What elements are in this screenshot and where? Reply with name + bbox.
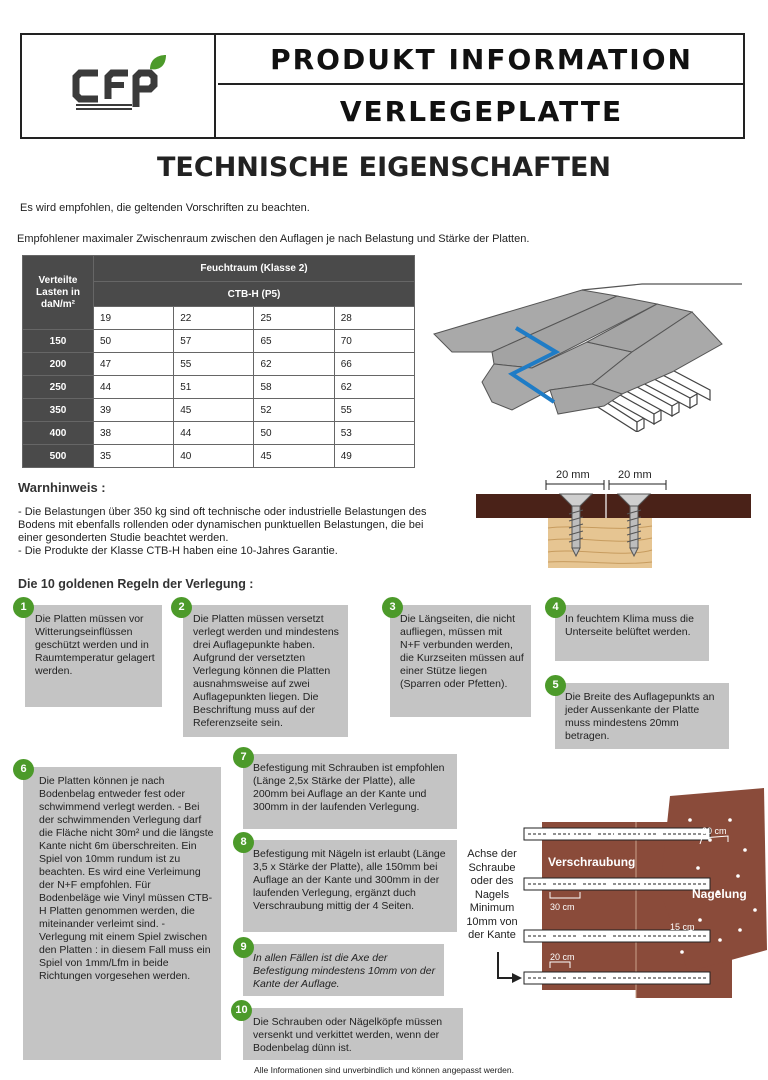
rule-5-box [555,683,729,749]
page-header [20,33,745,139]
rule-3-box [390,605,531,717]
table-load-cell: 400 [23,422,94,445]
rule-5-badge: 5 [545,675,566,696]
table-value-cell: 55 [334,399,414,422]
dim-left-label: 20 mm [556,469,590,481]
load-span-table [22,255,415,468]
rule-4-box [555,605,709,661]
table-thickness-header: 19 [94,307,174,330]
rule-8-badge: 8 [233,832,254,853]
rule-7-box [243,754,457,829]
header-title: PRODUKT INFORMATION [218,35,745,85]
table-row [23,445,415,468]
warning-item-2: - Die Produkte der Klasse CTB-H haben eine 10-Jahres Garantie. [18,545,338,557]
rule-9-box [243,944,444,996]
dim-right-label: 20 mm [618,469,652,481]
rule-3-text: Die Längseiten, die nicht aufliegen, müssen mit N+F verbunden werden, die Kurzseiten müssen auf einer Stütze liegen (Sparren oder Pfetten). [400,613,524,690]
table-value-cell: 39 [94,399,174,422]
screw-label: Verschraubung [548,855,636,869]
table-value-cell: 70 [334,330,414,353]
dim-30cm-b: 30 cm [550,902,575,912]
table-row [23,399,415,422]
dim-30cm-a: 30 cm [702,826,727,836]
rules-title: Die 10 goldenen Regeln der Verlegung : [18,577,254,591]
fastening-axis-label: Achse der Schraube oder des Nagels Minimum 10mm von der Kante [466,848,518,941]
table-value-cell: 66 [334,353,414,376]
table-value-cell: 52 [254,399,334,422]
table-value-cell: 62 [334,376,414,399]
floor-installation-diagram [432,282,742,432]
rule-10-box [243,1008,463,1060]
dim-20cm: 20 cm [550,952,575,962]
table-value-cell: 47 [94,353,174,376]
table-value-cell: 53 [334,422,414,445]
warning-text [18,506,438,558]
rule-2-text: Die Platten müssen versetzt verlegt werden und mindestens drei Auflagepunkte haben. Aufgrund der versetzten Verlegung können die Platten ausnahmsweise auf zwei Auflagepunkten liegen. Die Beschriftung muss auf der Referenzseite sein. [193,613,339,729]
table-group-header: Feuchtraum (Klasse 2) [94,256,415,282]
table-corner-label: Verteilte Lasten in daN/m² [23,256,94,330]
rule-5-text: Die Breite des Auflagepunkts an jeder Aussenkante der Platte muss mindestens 20mm betragen. [565,691,715,742]
table-load-cell: 250 [23,376,94,399]
fastening-diagram [470,780,768,1005]
rule-2-box [183,605,348,737]
dim-15cm: 15 cm [670,922,695,932]
header-subtitle: VERLEGEPLATTE [339,94,624,128]
logo-cell [22,35,216,137]
rule-9-badge: 9 [233,937,254,958]
rule-4-text: In feuchtem Klima muss die Unterseite belüftet werden. [565,613,694,638]
page-title: TECHNISCHE EIGENSCHAFTEN [157,152,611,183]
warning-item-1: - Die Belastungen über 350 kg sind oft technische oder industrielle Belastungen des Bodens mit ebenfalls rollenden oder dynamischen punktuellen Belastungen, die bei einer gesonderten Studie beachtet werden. [18,506,427,544]
nail-label: Nagelung [692,887,747,901]
table-value-cell: 58 [254,376,334,399]
table-load-cell: 200 [23,353,94,376]
table-row [23,422,415,445]
rule-4-badge: 4 [545,597,566,618]
table-value-cell: 57 [174,330,254,353]
rule-6-badge: 6 [13,759,34,780]
rule-10-badge: 10 [231,1000,252,1021]
table-value-cell: 50 [254,422,334,445]
table-load-cell: 350 [23,399,94,422]
table-value-cell: 40 [174,445,254,468]
table-value-cell: 50 [94,330,174,353]
rule-8-box [243,840,457,932]
intro-line-1: Es wird empfohlen, die geltenden Vorschriften zu beachten. [20,202,310,214]
rule-1-box [25,605,162,707]
table-value-cell: 45 [174,399,254,422]
rule-6-box [23,767,221,1060]
rule-3-badge: 3 [382,597,403,618]
table-value-cell: 38 [94,422,174,445]
table-value-cell: 49 [334,445,414,468]
table-load-cell: 150 [23,330,94,353]
rule-7-badge: 7 [233,747,254,768]
table-value-cell: 35 [94,445,174,468]
rule-1-text: Die Platten müssen vor Witterungseinflüssen geschützt werden und in Raumtemperatur gelagert werden. [35,613,155,677]
table-value-cell: 45 [254,445,334,468]
rule-8-text: Befestigung mit Nägeln ist erlaubt (Länge 3,5 x Stärke der Platte), alle 150mm bei Auflage an der Kante und 300mm in der laufenden Verlegung, ergänzt duch Verschraubung mittig der 4 Seiten. [253,848,446,912]
company-logo [22,35,216,137]
intro-line-2: Empfohlener maximaler Zwischenraum zwischen den Auflagen je nach Belastung und Stärke der Platten. [17,233,530,245]
table-value-cell: 55 [174,353,254,376]
table-value-cell: 51 [174,376,254,399]
table-thickness-header: 28 [334,307,414,330]
table-value-cell: 44 [174,422,254,445]
rule-1-badge: 1 [13,597,34,618]
table-thickness-header: 22 [174,307,254,330]
rule-7-text: Befestigung mit Schrauben ist empfohlen (Länge 2,5x Stärke der Platte), alle 200mm bei Auflage an der Kante und 300mm in der laufenden Verlegung. [253,762,445,813]
rule-9-text: In allen Fällen ist die Axe der Befestigung mindestens 10mm von der Kante der Auflage. [253,952,436,990]
table-load-cell: 500 [23,445,94,468]
screw-detail-diagram [476,466,751,576]
rule-2-badge: 2 [171,597,192,618]
warning-title: Warnhinweis : [18,480,106,495]
table-row [23,330,415,353]
rule-10-text: Die Schrauben oder Nägelköpfe müssen versenkt und verkittet werden, wenn der Bodenbelag dünn ist. [253,1016,443,1054]
table-thickness-header: 25 [254,307,334,330]
table-value-cell: 44 [94,376,174,399]
table-row [23,376,415,399]
table-row [23,353,415,376]
footer-note: Alle Informationen sind unverbindlich und können angepasst werden. [254,1065,514,1075]
table-value-cell: 62 [254,353,334,376]
table-value-cell: 65 [254,330,334,353]
rule-6-text: Die Platten können je nach Bodenbelag entweder fest oder schwimmend verlegt werden. - Bei der schwimmenden Verlegung darf die Fläche nicht 30m² und die längste Kante nicht 6m überschreiten. Ein Spiel von 10mm rundum ist zu beachten. Es wird eine Verleimung der N+F empfohlen. Für Bodenbeläge wie Vinyl müssen CTB-H Platten genommen werden, die miteinander verleimt sind. - Verlegung mit einem Spiel zwischen den Platten : in diesem Fall muss ein Spiel von 1mm/Lfm in beide Richtungen vorgesehen werden. [39,775,214,982]
table-sub-header: CTB-H (P5) [94,282,415,307]
